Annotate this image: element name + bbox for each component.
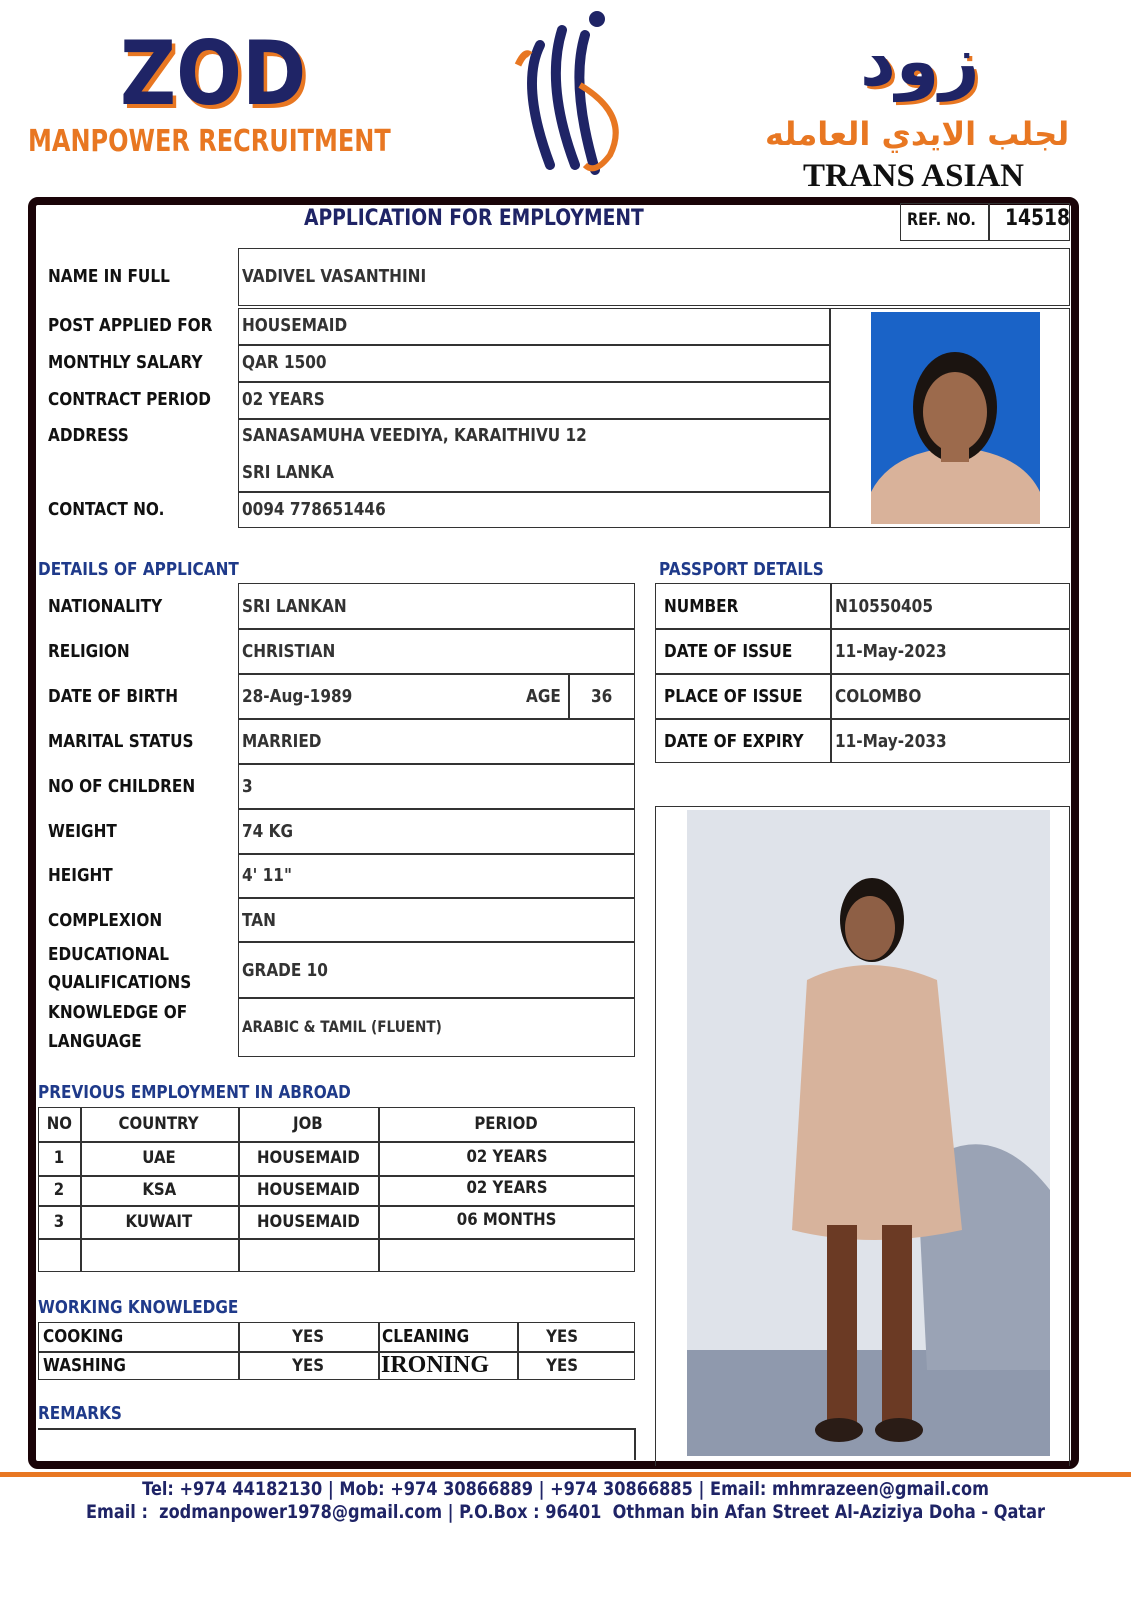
remarks-title: REMARKS [38, 1403, 122, 1424]
age-label: AGE [526, 686, 561, 707]
children-value: 3 [242, 776, 253, 797]
contact-label: CONTACT NO. [48, 499, 165, 520]
name-label: NAME IN FULL [48, 266, 170, 287]
education-label: EDUCATIONAL [48, 944, 169, 965]
salary-value: QAR 1500 [242, 352, 327, 373]
religion-label: RELIGION [48, 641, 130, 662]
arabic-brand: زود [860, 20, 980, 102]
education-label-line2: QUALIFICATIONS [48, 972, 192, 993]
brand-subtitle: MANPOWER RECRUITMENT [28, 124, 391, 159]
ironing-value: YES [546, 1356, 578, 1376]
children-label: NO OF CHILDREN [48, 776, 196, 797]
cell-job: HOUSEMAID [256, 1148, 360, 1168]
brand-logo: ZOD [120, 22, 307, 125]
dob-label: DATE OF BIRTH [48, 686, 179, 707]
footer-address-line: Email : zodmanpower1978@gmail.com | P.O.Box : 96401 Othman bin Afan Street Al-Aziziya Doha - Qatar [86, 1501, 1045, 1523]
full-body-photo [687, 810, 1050, 1456]
footer-divider [0, 1472, 1131, 1477]
passport-number-label: NUMBER [664, 596, 739, 617]
language-value: ARABIC & TAMIL (FLUENT) [242, 1017, 442, 1036]
working-section-title: WORKING KNOWLEDGE [38, 1297, 239, 1318]
passport-photo [871, 312, 1040, 524]
cell-no: 3 [53, 1212, 65, 1232]
contract-value: 02 YEARS [242, 389, 325, 410]
weight-label: WEIGHT [48, 821, 117, 842]
issue-date-label: DATE OF ISSUE [664, 641, 793, 662]
age-value: 36 [591, 686, 613, 707]
cell-no: 1 [53, 1148, 65, 1168]
post-value: HOUSEMAID [242, 315, 348, 336]
issue-place-value: COLOMBO [835, 686, 922, 707]
education-value: GRADE 10 [242, 960, 328, 981]
cell-country: KUWAIT [125, 1212, 193, 1232]
issue-place-label: PLACE OF ISSUE [664, 686, 803, 707]
cooking-value: YES [292, 1327, 324, 1347]
nationality-value: SRI LANKAN [242, 596, 347, 617]
cell-period: 02 YEARS [466, 1147, 547, 1167]
cell-country: KSA [142, 1180, 176, 1200]
complexion-value: TAN [242, 910, 276, 931]
footer-contact-line: Tel: +974 44182130 | Mob: +974 30866889 | +974 30866885 | Email: mhmrazeen@gmail.com [142, 1478, 989, 1500]
ref-label: REF. NO. [907, 210, 976, 230]
cell-job: HOUSEMAID [256, 1180, 360, 1200]
header-period: PERIOD [474, 1114, 539, 1134]
cleaning-value: YES [546, 1327, 578, 1347]
contract-label: CONTRACT PERIOD [48, 389, 211, 410]
cleaning-label: CLEANING [382, 1326, 470, 1347]
form-title: APPLICATION FOR EMPLOYMENT [304, 206, 644, 231]
header-no: NO [46, 1114, 72, 1134]
details-section-title: DETAILS OF APPLICANT [38, 559, 239, 580]
header-country: COUNTRY [118, 1114, 200, 1134]
language-label: KNOWLEDGE OF [48, 1002, 188, 1023]
employment-section-title: PREVIOUS EMPLOYMENT IN ABROAD [38, 1082, 351, 1103]
ref-value: 14518 [1005, 206, 1071, 231]
dob-value: 28-Aug-1989 [242, 686, 353, 707]
weight-value: 74 KG [242, 821, 294, 842]
address-label: ADDRESS [48, 425, 129, 446]
washing-value: YES [292, 1356, 324, 1376]
name-value: VADIVEL VASANTHINI [242, 266, 427, 287]
contact-value: 0094 778651446 [242, 499, 386, 520]
expiry-label: DATE OF EXPIRY [664, 731, 804, 752]
salary-label: MONTHLY SALARY [48, 352, 203, 373]
post-label: POST APPLIED FOR [48, 315, 213, 336]
height-value: 4' 11" [242, 865, 292, 886]
logo-mark-icon [500, 5, 640, 180]
passport-section-title: PASSPORT DETAILS [659, 559, 824, 580]
ironing-label: IRONING [381, 1352, 490, 1378]
trans-asian-label: TRANS ASIAN [803, 158, 1024, 194]
cell-job: HOUSEMAID [256, 1212, 360, 1232]
marital-label: MARITAL STATUS [48, 731, 194, 752]
height-label: HEIGHT [48, 865, 113, 886]
address-value-line2: SRI LANKA [242, 462, 334, 483]
religion-value: CHRISTIAN [242, 641, 336, 662]
cell-period: 02 YEARS [466, 1178, 547, 1198]
cell-country: UAE [142, 1148, 176, 1168]
cooking-label: COOKING [43, 1326, 124, 1347]
complexion-label: COMPLEXION [48, 910, 163, 931]
cell-no: 2 [53, 1180, 65, 1200]
arabic-subtitle: لجلب الايدي العامله [765, 115, 1070, 153]
remarks-field[interactable] [40, 1430, 632, 1458]
marital-value: MARRIED [242, 731, 322, 752]
expiry-value: 11-May-2033 [835, 731, 947, 752]
issue-date-value: 11-May-2023 [835, 641, 947, 662]
washing-label: WASHING [43, 1355, 126, 1376]
header-job: JOB [293, 1114, 323, 1134]
cell-period: 06 MONTHS [456, 1210, 557, 1230]
address-value: SANASAMUHA VEEDIYA, KARAITHIVU 12 [242, 425, 587, 446]
nationality-label: NATIONALITY [48, 596, 163, 617]
passport-number-value: N10550405 [835, 596, 933, 617]
language-label-line2: LANGUAGE [48, 1031, 142, 1052]
